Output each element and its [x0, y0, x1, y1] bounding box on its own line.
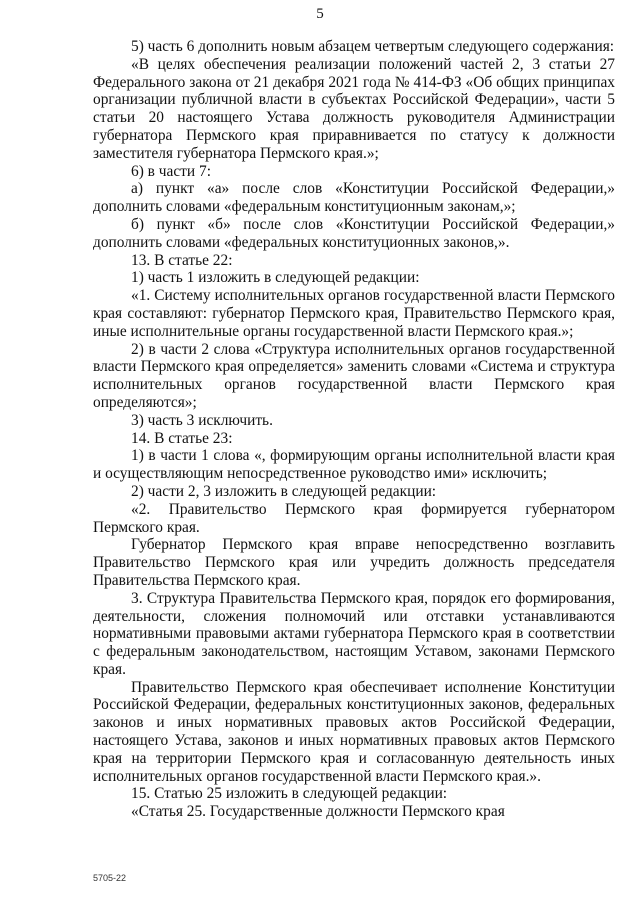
paragraph-19: «Статья 25. Государственные должности Пермского края [131, 803, 505, 821]
paragraph-10: 3) часть 3 исключить. [131, 411, 273, 429]
paragraph-8: «1. Систему исполнительных органов государственной власти Пермского края составляют: губернатор Пермского края, Правительство Пермского края, иные исполнительные органы государственной власти Пермского края.»; [93, 287, 615, 340]
paragraph-2: «В целях обеспечения реализации положений частей 2, 3 статьи 27 Федерального закона от 21 декабря 2021 года № 414-ФЗ «Об общих принципах организации публичной власти в субъектах Российской Федерации», части 5 статьи 20 настоящего Устава должность руководителя Администрации губернатора Пермского края приравнивается по статусу к должности заместителя губернатора Пермского края.»; [93, 55, 615, 162]
paragraph-17: Правительство Пермского края обеспечивает исполнение Конституции Российской Федерации, федеральных конституционных законов, федеральных законов и иных нормативных правовых актов Российской Федерации, настоящего Устава, законов и иных нормативных правовых актов Пермского края на территории Пермского края и согласованную деятельность иных исполнительных органов государственной власти Пермского края.». [93, 678, 615, 785]
paragraph-15: Губернатор Пермского края вправе непосредственно возглавить Правительство Пермского края или учредить должность председателя Правительства Пермского края. [93, 536, 615, 589]
paragraph-1: 5) часть 6 дополнить новым абзацем четвертым следующего содержания: [131, 38, 615, 55]
paragraph-5: б) пункт «б» после слов «Конституции Российской Федерации,» дополнить словами «федеральных конституционных законов,». [93, 215, 615, 251]
paragraph-4: а) пункт «а» после слов «Конституции Российской Федерации,» дополнить словами «федеральным конституционным законам,»; [93, 180, 615, 216]
paragraph-7: 1) часть 1 изложить в следующей редакции: [131, 269, 420, 287]
paragraph-18: 15. Статью 25 изложить в следующей редакции: [131, 785, 448, 803]
paragraph-9: 2) в части 2 слова «Структура исполнительных органов государственной власти Пермского края определяется» заменить словами «Система и структура исполнительных органов государственной власти Пермского края определяются»; [93, 340, 615, 411]
document-body [93, 38, 615, 821]
paragraph-3: 6) в части 7: [131, 162, 211, 180]
document-code: 5705-22 [93, 873, 127, 883]
paragraph-11: 14. В статье 23: [131, 429, 233, 447]
paragraph-16: 3. Структура Правительства Пермского края, порядок его формирования, деятельности, сложения полномочий или отставки устанавливаются нормативными правовыми актами губернатора Пермского края в соответствии с федеральным законодательством, настоящим Уставом, законами Пермского края. [93, 589, 615, 678]
paragraph-12: 1) в части 1 слова «, формирующим органы исполнительной власти края и осуществляющим непосредственное руководство ими» исключить; [93, 447, 615, 483]
page-number: 5 [316, 6, 324, 22]
paragraph-13: 2) части 2, 3 изложить в следующей редакции: [131, 482, 437, 500]
paragraph-6: 13. В статье 22: [131, 251, 233, 269]
paragraph-14: «2. Правительство Пермского края формируется губернатором Пермского края. [93, 500, 615, 536]
